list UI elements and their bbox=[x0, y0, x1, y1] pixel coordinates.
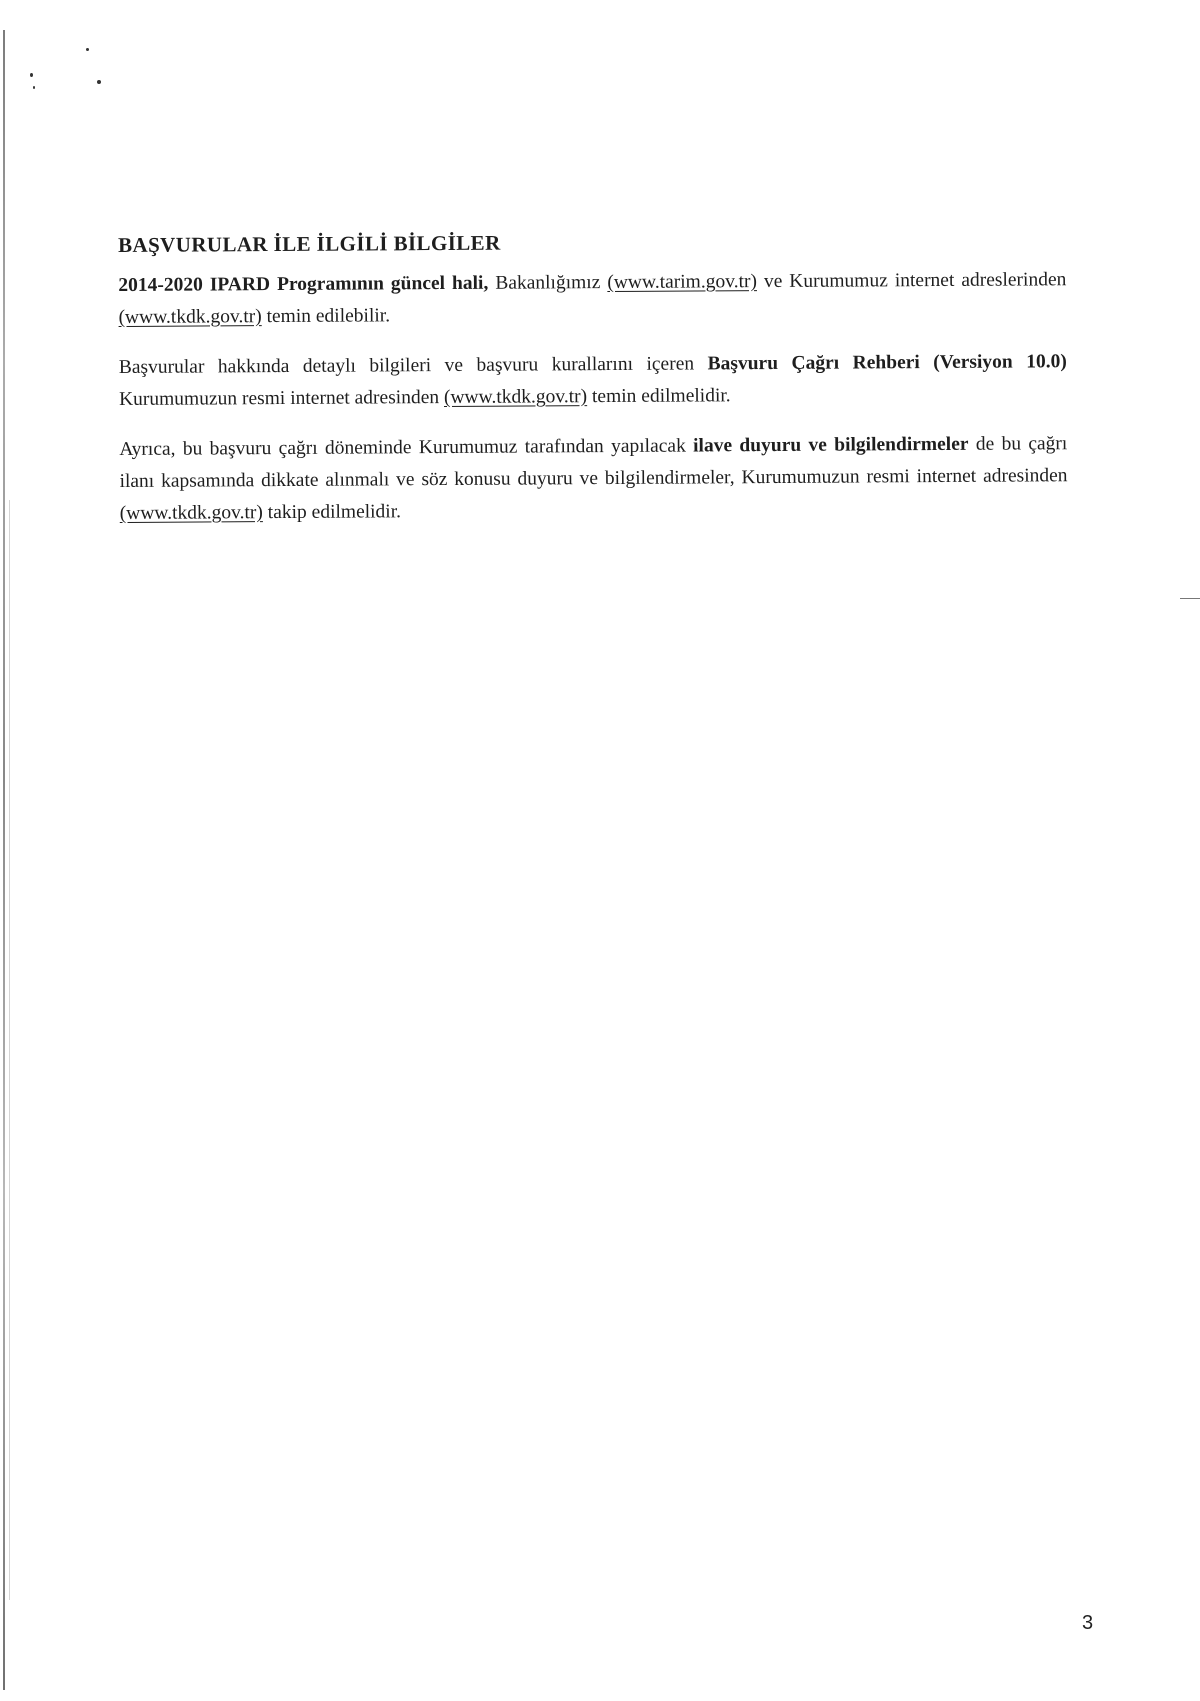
tkdk-link[interactable]: (www.tkdk.gov.tr) bbox=[119, 502, 263, 524]
paragraph-text: Kurumumuzun resmi internet adresinden bbox=[118, 387, 445, 410]
tarim-link[interactable]: (www.tarim.gov.tr) bbox=[607, 271, 758, 294]
paragraph-text: Ayrıca, bu başvuru çağrı döneminde Kurumumuz tarafından yapılacak bbox=[119, 435, 694, 460]
tkdk-link[interactable]: (www.tkdk.gov.tr) bbox=[118, 306, 262, 328]
scan-speck bbox=[97, 80, 101, 84]
paragraph-program-info bbox=[118, 264, 1066, 334]
guide-title: Başvuru Çağrı Rehberi (Versiyon 10.0) bbox=[707, 351, 1067, 375]
scan-margin-mark bbox=[1180, 598, 1200, 599]
paragraph-text: ve Kurumumuz internet adreslerinden bbox=[756, 269, 1067, 293]
announcements-emphasis: ilave duyuru ve bilgilendirmeler bbox=[693, 433, 969, 457]
paragraph-text: temin edilebilir. bbox=[261, 305, 391, 328]
page-number: 3 bbox=[1082, 1612, 1094, 1634]
scan-speck bbox=[30, 73, 33, 77]
paragraph-text: Bakanlığımız bbox=[488, 272, 608, 294]
paragraph-text: takip edilmelidir. bbox=[262, 501, 402, 524]
scan-speck bbox=[86, 48, 89, 51]
scan-speck bbox=[33, 86, 35, 89]
document-body bbox=[118, 224, 1068, 548]
scan-binding-edge-secondary bbox=[9, 500, 10, 1600]
paragraph-guide-info bbox=[119, 346, 1067, 416]
paragraph-announcements bbox=[119, 428, 1068, 530]
tkdk-link[interactable]: (www.tkdk.gov.tr) bbox=[443, 386, 588, 409]
paragraph-text: Başvurular hakkında detaylı bilgileri ve başvuru kurallarını içeren bbox=[118, 353, 708, 378]
program-title: 2014-2020 IPARD Programının güncel hali, bbox=[118, 272, 489, 296]
scan-binding-edge bbox=[3, 30, 5, 1690]
paragraph-text: temin edilmelidir. bbox=[587, 385, 731, 408]
section-heading: BAŞVURULAR İLE İLGİLİ BİLGİLER bbox=[118, 230, 501, 257]
paragraph-text: de bu çağrı ilanı kapsamında dikkate alınmalı ve söz konusu duyuru ve bilgilendirmeler, Kurumumuzun resmi internet adresinden bbox=[119, 433, 1068, 492]
